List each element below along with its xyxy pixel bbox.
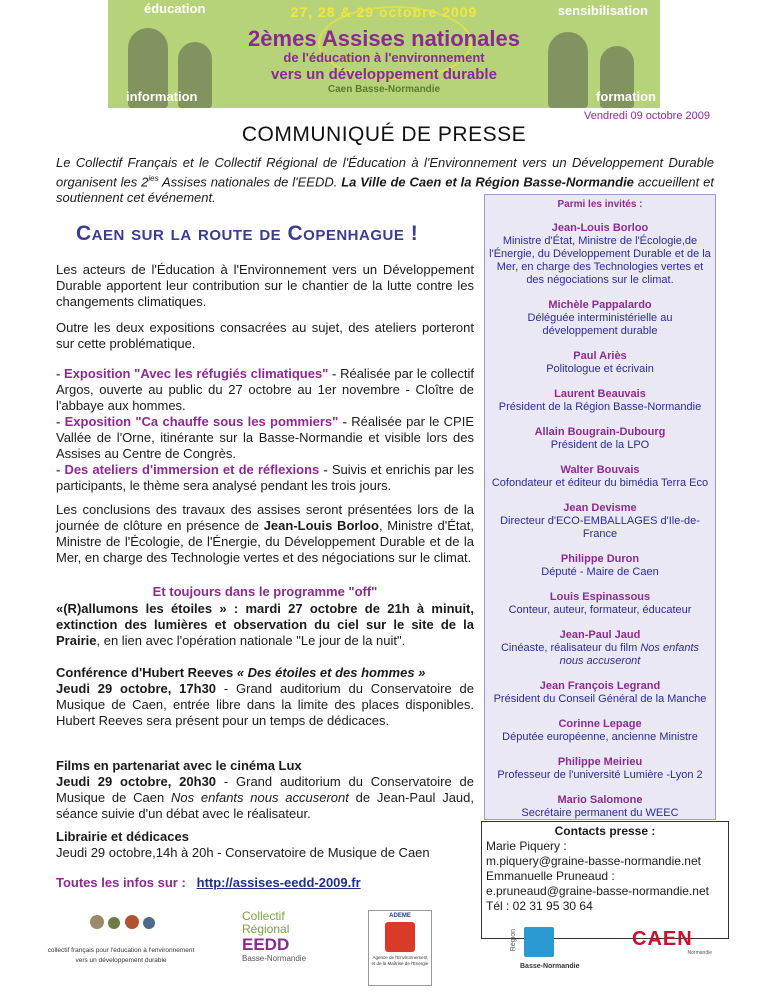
intro-text: Le Collectif Français et le Collectif Régional de l'Éducation à l'Environnement vers un Développement Durable organisent les 2 — [56, 155, 714, 190]
invitee-role-text: Député - Maire de Caen — [541, 566, 659, 578]
invitee-name: Jean François Legrand — [539, 680, 661, 692]
invitee-item — [485, 718, 715, 744]
intro-sup: ies — [148, 174, 159, 183]
stones-icon — [90, 915, 155, 934]
invitee-role — [489, 731, 711, 744]
invitee-item — [485, 426, 715, 452]
banner-education: éducation — [144, 1, 206, 16]
invitee-role — [489, 235, 711, 287]
p3-name: Jean-Louis Borloo — [263, 518, 379, 533]
invitee-role-text: Président de la LPO — [550, 439, 650, 451]
expo-3-text: Suivis et enrichis par les participants, le thème sera analysé pendant les trois jours. — [56, 462, 475, 493]
film-text: - Grand auditorium du Conservatoire de Musique de Caen — [56, 774, 474, 805]
ademe-name: ADEME — [389, 913, 411, 919]
banner-line1: de l'éducation à l'environnement — [283, 50, 485, 65]
banner-information: information — [126, 89, 198, 104]
cfeedd-logo — [36, 915, 206, 975]
invitee-item — [485, 299, 715, 338]
crt-eedd-logo — [242, 910, 312, 972]
expo-3-title: - Des ateliers d'immersion et de réflexions - — [56, 462, 328, 477]
region-vertical: Région — [510, 929, 517, 952]
contact-line: Emmanuelle Pruneaud : — [486, 869, 615, 883]
invitee-role-text: Président de la Région Basse-Normandie — [498, 401, 702, 413]
header-banner — [108, 0, 660, 108]
banner-dates: 27, 28 & 29 octobre 2009 — [290, 4, 478, 20]
invitee-role-text: Conteur, auteur, formateur, éducateur — [508, 604, 692, 616]
caen-logo — [632, 928, 720, 964]
banner-line3: Caen Basse-Normandie — [327, 84, 441, 95]
invitee-name: Philippe Duron — [560, 553, 640, 565]
invitee-role — [489, 439, 711, 452]
invitee-role — [489, 401, 711, 414]
conf-text: - Grand auditorium du Conservatoire de Musique de Caen, entrée libre dans la limite des places disponibles. Hubert Reeves sera présent pour un temps de dédicaces. — [56, 681, 474, 728]
off-paragraph — [56, 601, 474, 649]
invitee-name: Allain Bougrain-Dubourg — [534, 426, 666, 438]
invitee-item — [485, 680, 715, 706]
cfeedd-text-2: vers un développement durable — [75, 957, 167, 964]
film-title: Nos enfants nous accuseront — [171, 790, 349, 805]
invitees-box — [484, 194, 716, 820]
invitee-role — [489, 515, 711, 541]
page-title: COMMUNIQUÉ DE PRESSE — [241, 123, 527, 146]
crt-line: Basse-Normandie — [242, 954, 307, 963]
conf-title: « Des étoiles et des hommes » — [236, 665, 426, 680]
invitee-item — [485, 629, 715, 668]
expo-1-title: - Exposition "Avec les réfugiés climatiques" - — [56, 366, 337, 381]
p3-text: , Ministre d'État, Ministre de l'Écologie, de l'Énergie, du Développement Durable et de la Mer, en charge des Technologie vertes et des négociations sur le climat. — [56, 518, 474, 565]
crt-line: Collectif — [242, 909, 285, 923]
release-date: Vendredi 09 octobre 2009 — [584, 110, 710, 122]
invitee-role — [489, 693, 711, 706]
invitee-role-text: Politologue et écrivain — [546, 363, 654, 375]
ademe-sub: Agence de l'Environnement et de la Maîtrise de l'Energie — [371, 955, 429, 966]
info-line — [56, 875, 474, 891]
caen-sub: Normandie — [687, 950, 712, 956]
conf-when: Jeudi 29 octobre, 17h30 — [56, 681, 217, 696]
invitee-role — [489, 807, 711, 820]
lib-head: Librairie et dédicaces — [56, 829, 189, 844]
invitee-item — [485, 794, 715, 820]
expo-2-text: Réalisée par le CPIE Vallée de l'Orne, itinérante sur la Basse-Normandie et visible lors des Assises au Centre de Congrès. — [56, 414, 475, 461]
film-when: Jeudi 29 octobre, 20h30 — [56, 774, 217, 789]
crt-line: Régional — [242, 922, 290, 936]
film-head: Films en partenariat avec le cinéma Lux — [56, 758, 302, 773]
expo-1-text: Réalisée par le collectif Argos, ouverte au public du 27 octobre au 1er novembre - Cloître de l'abbaye aux hommes. — [56, 366, 474, 413]
film-paragraph — [56, 758, 474, 822]
paragraph-3 — [56, 502, 474, 566]
invitee-name: Walter Bouvais — [560, 464, 640, 476]
ademe-emblem-icon — [385, 922, 415, 952]
invitee-role — [489, 477, 711, 490]
banner-title: 2èmes Assises nationales — [248, 26, 520, 51]
press-contacts-box — [481, 821, 729, 939]
invitee-role-text: Députée européenne, ancienne Ministre — [502, 731, 698, 743]
banner-line2: vers un développement durable — [271, 66, 497, 83]
invitee-name: Jean Devisme — [563, 502, 637, 514]
invitees-list — [485, 222, 715, 820]
contact-email[interactable]: m.piquery@graine-basse-normandie.net — [486, 854, 701, 868]
off-heading: Et toujours dans le programme "off" — [152, 584, 378, 599]
invitee-role — [489, 769, 711, 782]
invitee-name: Mario Salomone — [557, 794, 643, 806]
invitee-role-text: Ministre d'État, Ministre de l'Écologie,de l'Énergie, du Développement Durable et de la Mer, en charge des Technologies vertes et des négociations sur le climat. — [489, 235, 711, 286]
info-label: Toutes les infos sur : — [56, 875, 186, 890]
invitee-role-text: Directeur d'ECO-EMBALLAGES d'Ile-de-France — [500, 515, 700, 540]
invitee-role-text: Professeur de l'université Lumière -Lyon 2 — [497, 769, 703, 781]
conf-head: Conférence d'Hubert Reeves — [56, 665, 237, 680]
headline: Caen sur la route de Copenhague ! — [76, 222, 419, 245]
invitee-role-text: Cinéaste, réalisateur du film — [500, 642, 641, 654]
expositions-list — [56, 366, 474, 494]
invitee-item — [485, 388, 715, 414]
invitee-item — [485, 502, 715, 541]
contact-phone: Tél : 02 31 95 30 64 — [486, 899, 593, 913]
invitee-item — [485, 553, 715, 579]
intro-text: accueillent et soutiennent cet événement. — [56, 174, 714, 206]
invitee-name: Jean-Paul Jaud — [559, 629, 641, 641]
off-bold: «(R)allumons les étoiles » : mardi 27 octobre de 21h à minuit, extinction des lumières et observation du ciel sur le site de la Prairie — [56, 601, 474, 648]
invitee-name: Laurent Beauvais — [554, 388, 646, 400]
lib-text: Jeudi 29 octobre,14h à 20h - Conservatoire de Musique de Caen — [56, 845, 430, 860]
invitee-role — [489, 363, 711, 376]
invitee-item — [485, 756, 715, 782]
invitee-role-text: Président du Conseil Général de la Manche — [493, 693, 707, 705]
region-logo — [510, 925, 590, 977]
region-name: Basse-Normandie — [520, 963, 580, 970]
invitee-name: Michèle Pappalardo — [548, 299, 652, 311]
paragraph-2: Outre les deux expositions consacrées au sujet, des ateliers porteront sur cette problématique. — [56, 320, 474, 351]
invitee-role-text: Secrétaire permanent du WEEC — [521, 807, 679, 819]
contacts-title: Contacts presse : — [554, 824, 656, 838]
cfeedd-text-1: collectif français pour l'éducation à l'environnement — [47, 947, 195, 954]
invitee-name: Jean-Louis Borloo — [551, 222, 649, 234]
paragraph-1: Les acteurs de l'Éducation à l'Environnement vers un Développement Durable apportent leur contribution sur le chantier de la lutte contre les changements climatiques. — [56, 262, 474, 309]
invitee-name: Corinne Lepage — [558, 718, 642, 730]
invitee-name: Philippe Meirieu — [557, 756, 643, 768]
off-text: , en lien avec l'opération nationale "Le jour de la nuit". — [96, 633, 406, 648]
invitee-role — [489, 566, 711, 579]
banner-sensibilisation: sensibilisation — [557, 3, 648, 18]
film-text: de Jean-Paul Jaud, séance suivie d'un débat avec le réalisateur. — [56, 790, 474, 821]
contact-line: Marie Piquery : — [486, 839, 567, 853]
expo-2-title: - Exposition "Ca chauffe sous les pommiers" - — [56, 414, 347, 429]
invitee-role — [489, 312, 711, 338]
library-paragraph — [56, 829, 474, 861]
invitee-name: Louis Espinassous — [549, 591, 651, 603]
invitee-item — [485, 222, 715, 287]
intro-bold: La Ville de Caen et la Région Basse-Normandie — [341, 174, 634, 190]
invitee-item — [485, 350, 715, 376]
info-link[interactable]: http://assises-eedd-2009.fr — [196, 875, 361, 890]
ademe-logo — [368, 910, 432, 986]
region-emblem-icon — [524, 927, 554, 957]
conference-paragraph — [56, 665, 474, 729]
invitees-header: Parmi les invités : — [557, 199, 643, 210]
intro-text: Assises nationales de l'EEDD. — [158, 174, 342, 190]
invitee-item — [485, 591, 715, 617]
contact-email[interactable]: e.pruneaud@graine-basse-normandie.net — [486, 884, 709, 898]
invitee-role-text: Cofondateur et éditeur du bimédia Terra Eco — [491, 477, 709, 489]
caen-name: CAEN — [632, 928, 693, 950]
invitee-role — [489, 642, 711, 668]
invitee-name: Paul Ariès — [573, 350, 627, 362]
invitee-role-italic: Nos enfants nous accuseront — [559, 642, 700, 667]
invitee-role — [489, 604, 711, 617]
crt-line: EEDD — [242, 935, 290, 954]
invitee-item — [485, 464, 715, 490]
invitee-role-text: Déléguée interministérielle au développement durable — [527, 312, 673, 337]
banner-formation: formation — [596, 89, 656, 104]
p3-text: Les conclusions des travaux des assises seront présentées lors de la journée de clôture en présence de — [56, 502, 474, 533]
